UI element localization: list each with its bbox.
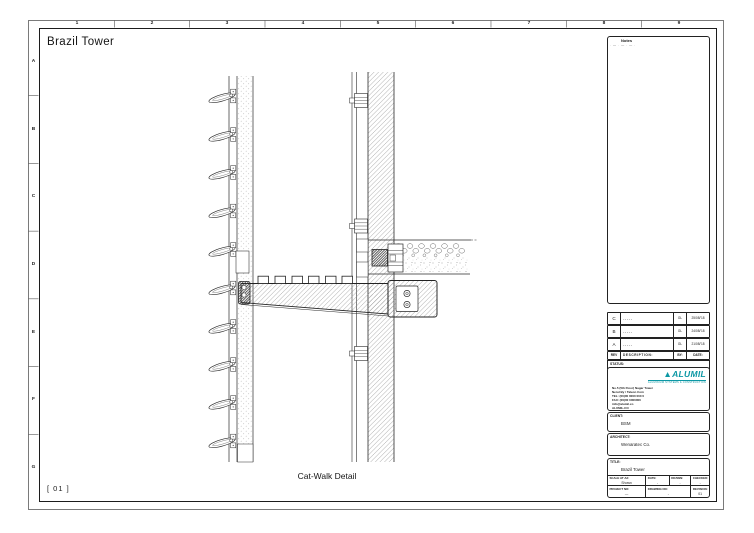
louver-fin bbox=[208, 358, 236, 374]
architect-box: ARCHITECT: Wenaratec Co. bbox=[607, 433, 710, 456]
grid-row-label: A bbox=[31, 59, 36, 64]
grid-column-label: 3 bbox=[225, 21, 229, 26]
grid-column-label: 5 bbox=[376, 21, 380, 26]
thermal-block bbox=[372, 250, 388, 267]
grid-row-label: C bbox=[31, 194, 36, 199]
company-box bbox=[607, 367, 710, 411]
sheet-reference: [ 01 ] bbox=[47, 484, 70, 493]
mullion-end-box bbox=[238, 444, 254, 462]
client-box: CLIENT: BSM bbox=[607, 412, 710, 432]
notes-box bbox=[607, 36, 710, 304]
drawing-caption: Cat-Walk Detail bbox=[297, 471, 357, 481]
revision-row: A ----- GL 21/08/'18 bbox=[607, 338, 710, 351]
grid-column-label: 9 bbox=[677, 21, 681, 26]
fields-row-2: PROJECT NO: — DRAWING NO: - REVISION: 01 bbox=[609, 486, 708, 496]
grid-row-label: E bbox=[31, 330, 36, 335]
revision-row: C ----- GL 25/08/'18 bbox=[607, 312, 710, 325]
louver-fins bbox=[208, 89, 236, 450]
grid-column-label: 6 bbox=[451, 21, 455, 26]
catwalk-beam bbox=[239, 276, 438, 317]
company-logo: ▲ALUMIL bbox=[663, 369, 706, 379]
louver-fin bbox=[208, 243, 236, 259]
revision-row: B ----- GL 24/08/'18 bbox=[607, 325, 710, 338]
grid-row-label: G bbox=[31, 465, 36, 470]
company-address: No.5 (5th Floor) Nagar Tower Nerul By / Taleon Com TEL: (00)00 0000 000 0 FAX: (00)00 0000000 info@alumil.co ALUMIL.CO bbox=[612, 386, 653, 411]
grid-column-label: 2 bbox=[150, 21, 154, 26]
notes-label: Notes bbox=[621, 38, 633, 43]
logo-mark-icon: ▲ bbox=[663, 369, 673, 379]
louver-fin bbox=[208, 434, 236, 450]
fields-row-1: SCALE AT A3: Shown DATE: - DRAWN: - CHECKED: - bbox=[609, 476, 709, 485]
company-tagline: ALUMINIUM SYSTEMS & CONSTRUCTION bbox=[647, 381, 706, 384]
grid-column-label: 7 bbox=[527, 21, 531, 26]
grid-column-label: 8 bbox=[602, 21, 606, 26]
notes-content: · — · — · — · bbox=[610, 43, 636, 47]
louver-fin bbox=[208, 320, 236, 336]
grating-pads bbox=[258, 276, 353, 283]
grid-row-label: F bbox=[32, 397, 35, 402]
grid-column-label: 1 bbox=[75, 21, 79, 26]
grid-tick-marks bbox=[29, 21, 642, 435]
drawing-title-box: TITLE: Brazil Tower SCALE AT A3: Shown DATE: - DRAWN: - CHECKED: - PROJECT NO: — DRAWING NO: - REVISION: 01 bbox=[607, 458, 710, 498]
mullion-connection-box bbox=[236, 251, 249, 273]
status-row: STATUS: bbox=[607, 360, 710, 369]
louver-fin bbox=[208, 166, 236, 182]
louver-fin bbox=[208, 128, 236, 144]
revision-header-row: REV DESCRIPTION: BY: DATE: bbox=[607, 351, 710, 360]
grid-row-label: D bbox=[31, 262, 36, 267]
title-block bbox=[607, 36, 710, 498]
page-title: Brazil Tower bbox=[47, 36, 115, 48]
louver-fin bbox=[208, 89, 236, 105]
louver-fin bbox=[208, 396, 236, 412]
grid-row-label: B bbox=[31, 127, 36, 132]
grid-column-label: 4 bbox=[301, 21, 305, 26]
louver-fin bbox=[208, 281, 236, 297]
slab-aggregate bbox=[396, 244, 465, 257]
louver-fin bbox=[208, 204, 236, 220]
